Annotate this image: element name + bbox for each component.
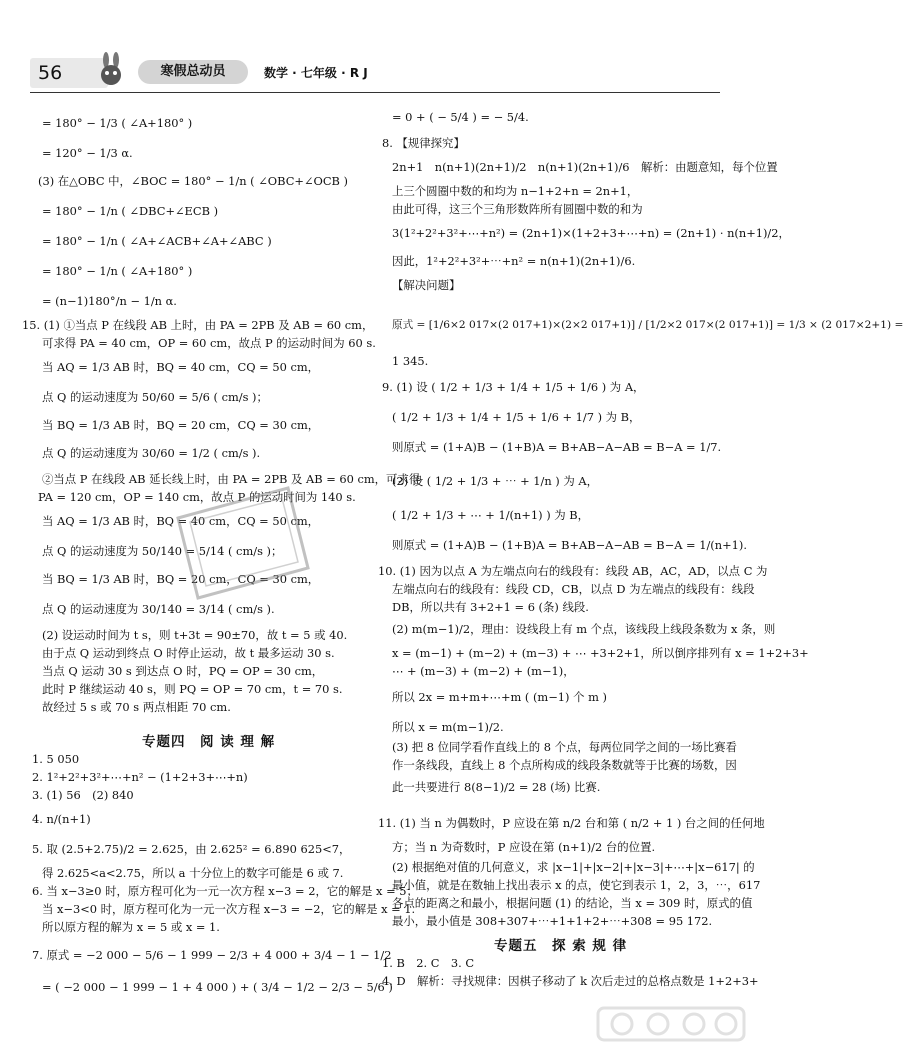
text-line: = (n−1)180°/n − 1/n α. [42, 294, 177, 308]
text-line: 上三个圆圈中数的和均为 n−1+2+n = 2n+1， [392, 184, 639, 198]
answer-line: 当 x−3<0 时，原方程可化为一元一次方程 x−3 = −2，它的解是 x = 1. [42, 902, 416, 916]
page-header [30, 52, 720, 94]
answer-line: 4. D 解析：寻找规律：因棋子移动了 k 次后走过的总格点数是 1+2+3+ [382, 974, 759, 988]
text-line: (3) 把 8 位同学看作直线上的 8 个点，每两位同学之间的一场比赛看 [392, 740, 737, 754]
text-line: 2n+1 n(n+1)(2n+1)/2 n(n+1)(2n+1)/6 解析：由题意知，每个位置 [392, 160, 778, 174]
text-line: 最小，最小值是 308+307+⋯+1+1+2+⋯+308 = 95 172. [392, 914, 713, 928]
text-line: 最小值，就是在数轴上找出表示 x 的点，使它到表示 1，2，3，⋯，617 [392, 878, 761, 892]
answer-line: 7. 原式 = −2 000 − 5/6 − 1 999 − 2/3 + 4 000 + 3/4 − 1 − 1/2 [32, 948, 392, 962]
answer-line: 得 2.625<a<2.75，所以 a 十分位上的数字可能是 6 或 7. [42, 866, 344, 880]
text-line: ( 1/2 + 1/3 + ⋯ + 1/(n+1) ) 为 B， [392, 508, 590, 522]
section-title-4: 专题四 阅 读 理 解 [142, 734, 276, 750]
text-line: = 0 + ( − 5/4 ) = − 5/4. [392, 110, 529, 124]
answer-line: = ( −2 000 − 1 999 − 1 + 4 000 ) + ( 3/4 − 1/2 − 2/3 − 5/6 ) [42, 980, 393, 994]
text-line: 3(1²+2²+3²+⋯+n²) = (2n+1)×(1+2+3+⋯+n) = (2n+1) · n(n+1)/2， [392, 226, 790, 240]
answer-line: 6. 当 x−3≥0 时，原方程可化为一元一次方程 x−3 = 2，它的解是 x = 5； [32, 884, 418, 898]
text-line: 左端点向右的线段有：线段 CD，CB，以点 D 为左端点的线段有：线段 [392, 582, 755, 596]
text-line: 当 AQ = 1/3 AB 时，BQ = 40 cm，CQ = 50 cm， [42, 514, 320, 528]
text-line: 所以 2x = m+m+⋯+m ( (m−1) 个 m ) [392, 690, 607, 704]
text-line: (2) 设 ( 1/2 + 1/3 + ⋯ + 1/n ) 为 A， [392, 474, 598, 488]
answer-line: 2. 1²+2²+3²+⋯+n² − (1+2+3+⋯+n) [32, 770, 248, 784]
stamp-seal-icon [168, 478, 318, 608]
text-line: 点 Q 的运动速度为 30/140 = 3/14 ( cm/s ). [42, 602, 275, 616]
answer-line: 1. 5 050 [32, 752, 80, 766]
text-line: 当 AQ = 1/3 AB 时，BQ = 40 cm，CQ = 50 cm， [42, 360, 320, 374]
text-line: = 180° − 1/3 ( ∠A+180° ) [42, 116, 193, 130]
text-line: DB，所以共有 3+2+1 = 6 (条) 线段. [392, 600, 589, 614]
text-line: 由于点 Q 运动到终点 O 时停止运动，故 t 最多运动 30 s. [42, 646, 335, 660]
text-line: = 120° − 1/3 α. [42, 146, 133, 160]
text-line: = 180° − 1/n ( ∠DBC+∠ECB ) [42, 204, 219, 218]
text-line: 各点的距离之和最小，根据问题 (1) 的结论，当 x = 309 时，原式的值 [392, 896, 753, 910]
text-line: 8. 【规律探究】 [382, 136, 465, 150]
text-line: = 180° − 1/n ( ∠A+180° ) [42, 264, 193, 278]
text-line: 此一共要进行 8(8−1)/2 = 28 (场) 比赛. [392, 780, 601, 794]
text-line: 由此可得，这三个三角形数阵所有圆圈中数的和为 [392, 202, 643, 216]
answer-line: 5. 取 (2.5+2.75)/2 = 2.625，由 2.625² = 6.890 625<7， [32, 842, 351, 856]
watermark-logo-icon [596, 1004, 746, 1044]
page-number: 56 [30, 58, 108, 88]
text-line: 1 345. [392, 354, 429, 368]
text-line: 当 BQ = 1/3 AB 时，BQ = 20 cm，CQ = 30 cm， [42, 418, 320, 432]
text-line: 15. (1) ①当点 P 在线段 AB 上时，由 PA = 2PB 及 AB = 60 cm， [22, 318, 374, 332]
text-line: 则原式 = (1+A)B − (1+B)A = B+AB−A−AB = B−A = 1/(n+1). [392, 538, 747, 552]
text-line: (2) 设运动时间为 t s，则 t+3t = 90±70，故 t = 5 或 40. [42, 628, 348, 642]
text-line: 【解决问题】 [392, 278, 461, 292]
text-line: 所以 x = m(m−1)/2. [392, 720, 504, 734]
text-line: 故经过 5 s 或 70 s 两点相距 70 cm. [42, 700, 231, 714]
subject-label: 数学 · 七年级 · R J [264, 66, 368, 80]
brand-title: 寒假总动员 [138, 60, 248, 84]
text-line: (2) m(m−1)/2，理由：设线段上有 m 个点，该线段上线段条数为 x 条，则 [392, 622, 776, 636]
text-line: 作一条线段，直线上 8 个点所构成的线段条数就等于比赛的场数，因 [392, 758, 737, 772]
text-line: 点 Q 的运动速度为 30/60 = 1/2 ( cm/s ). [42, 446, 261, 460]
answer-line: 所以原方程的解为 x = 5 或 x = 1. [42, 920, 220, 934]
text-line: PA = 120 cm，OP = 140 cm，故点 P 的运动时间为 140 s. [38, 490, 356, 504]
text-line: 当点 Q 运动 30 s 到达点 O 时，PQ = OP = 30 cm， [42, 664, 324, 678]
section-title-5: 专题五 探 索 规 律 [494, 938, 628, 954]
text-line: ②当点 P 在线段 AB 延长线上时，由 PA = 2PB 及 AB = 60 cm，可求得 [42, 472, 421, 486]
text-line: 方；当 n 为奇数时，P 应设在第 (n+1)/2 台的位置. [392, 840, 656, 854]
text-line: 当 BQ = 1/3 AB 时，BQ = 20 cm，CQ = 30 cm， [42, 572, 320, 586]
text-line: 9. (1) 设 ( 1/2 + 1/3 + 1/4 + 1/5 + 1/6 ) 为 A， [382, 380, 645, 394]
text-line: 可求得 PA = 40 cm，OP = 60 cm，故点 P 的运动时间为 60 s. [42, 336, 376, 350]
text-line: = 180° − 1/n ( ∠A+∠ACB+∠A+∠ABC ) [42, 234, 272, 248]
text-line: 此时 P 继续运动 40 s，则 PQ = OP = 70 cm，t = 70 s. [42, 682, 343, 696]
text-line: 则原式 = (1+A)B − (1+B)A = B+AB−A−AB = B−A = 1/7. [392, 440, 722, 454]
text-line: 点 Q 的运动速度为 50/60 = 5/6 ( cm/s )； [42, 390, 268, 404]
rabbit-mascot-icon [94, 52, 128, 90]
header-rule [30, 92, 720, 93]
answer-line: 3. (1) 56 (2) 840 [32, 788, 134, 802]
text-line: x = (m−1) + (m−2) + (m−3) + ⋯ +3+2+1，所以倒序排列有 x = 1+2+3+ [392, 646, 809, 660]
text-line: 点 Q 的运动速度为 50/140 = 5/14 ( cm/s )； [42, 544, 283, 558]
text-line: (2) 根据绝对值的几何意义，求 |x−1|+|x−2|+|x−3|+⋯+|x−617| 的 [392, 860, 755, 874]
text-line: 因此，1²+2²+3²+⋯+n² = n(n+1)(2n+1)/6. [392, 254, 636, 268]
text-line: (3) 在△OBC 中，∠BOC = 180° − 1/n ( ∠OBC+∠OCB ) [38, 174, 348, 188]
text-line: 10. (1) 因为以点 A 为左端点向右的线段有：线段 AB，AC，AD，以点 C 为 [378, 564, 768, 578]
text-line: 原式 = [1/6×2 017×(2 017+1)×(2×2 017+1)] / [1/2×2 017×(2 017+1)] = 1/3 × (2 017×2+1) = [392, 319, 903, 331]
text-line: ⋯ + (m−3) + (m−2) + (m−1)， [392, 664, 575, 678]
answer-line: 1. B 2. C 3. C [382, 956, 475, 970]
answer-line: 4. n/(n+1) [32, 812, 91, 826]
text-line: 11. (1) 当 n 为偶数时，P 应设在第 n/2 台和第 ( n/2 + 1 ) 台之间的任何地 [378, 816, 765, 830]
text-line: ( 1/2 + 1/3 + 1/4 + 1/5 + 1/6 + 1/7 ) 为 B， [392, 410, 641, 424]
